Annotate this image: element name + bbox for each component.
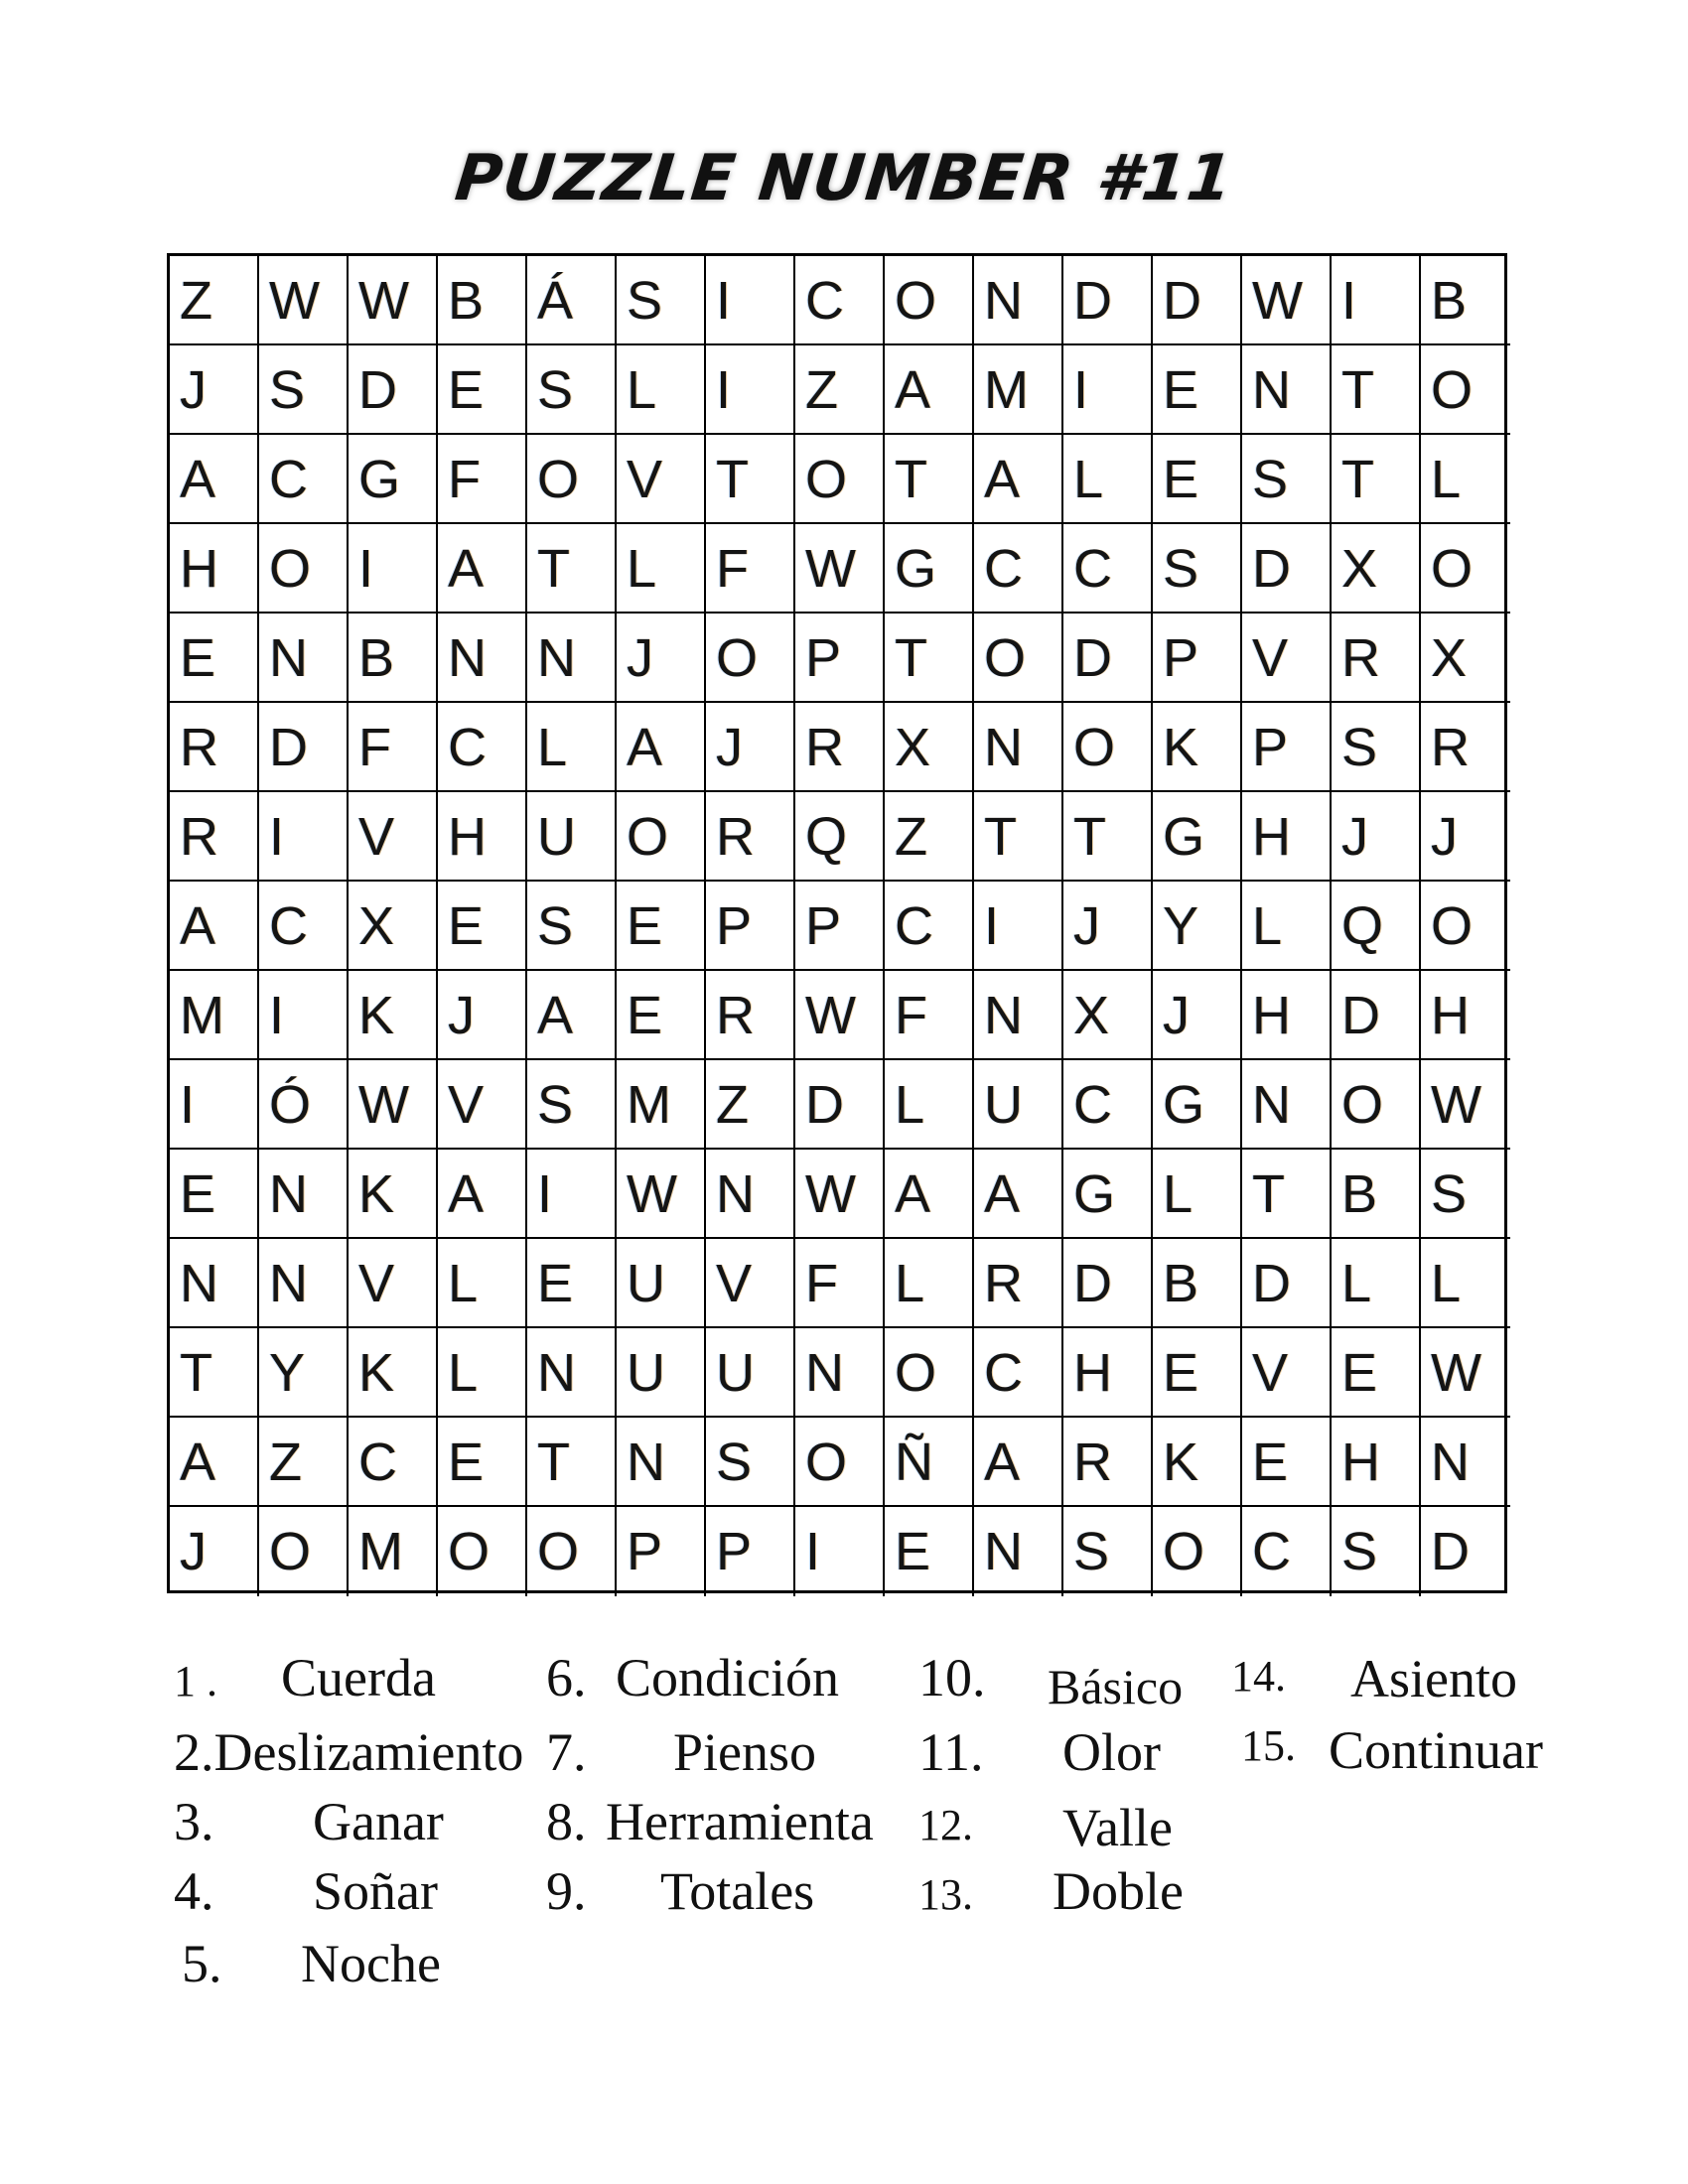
word-text: Olor	[1062, 1722, 1161, 1782]
grid-cell: R	[1332, 614, 1421, 703]
grid-cell: X	[1421, 614, 1510, 703]
grid-cell: T	[885, 435, 974, 524]
grid-cell: D	[349, 345, 438, 435]
grid-cell: W	[617, 1150, 706, 1239]
grid-cell: C	[1063, 524, 1153, 614]
grid-cell: S	[1332, 703, 1421, 792]
grid-cell: A	[170, 435, 259, 524]
grid-cell: L	[1421, 435, 1510, 524]
grid-cell: I	[974, 882, 1063, 971]
grid-cell: N	[974, 703, 1063, 792]
grid-cell: N	[1242, 1060, 1332, 1150]
word-number: 13.	[918, 1870, 973, 1919]
grid-cell: Z	[795, 345, 885, 435]
grid-cell: U	[706, 1328, 795, 1418]
grid-cell: P	[795, 882, 885, 971]
grid-cell: C	[259, 435, 349, 524]
grid-cell: V	[349, 1239, 438, 1328]
grid-cell: R	[706, 971, 795, 1060]
grid-cell: I	[259, 971, 349, 1060]
grid-cell: L	[1332, 1239, 1421, 1328]
word-list-item	[182, 1934, 441, 1993]
grid-cell: W	[1421, 1328, 1510, 1418]
grid-cell: N	[795, 1328, 885, 1418]
grid-cell: I	[527, 1150, 617, 1239]
grid-cell: S	[1153, 524, 1242, 614]
word-text: Herramienta	[606, 1792, 874, 1851]
word-text: Deslizamiento	[213, 1722, 524, 1782]
grid-cell: N	[259, 614, 349, 703]
grid-cell: O	[1421, 345, 1510, 435]
grid-cell: F	[795, 1239, 885, 1328]
grid-cell: W	[1421, 1060, 1510, 1150]
word-list-item	[546, 1861, 814, 1921]
word-number: 3.	[174, 1792, 214, 1851]
grid-cell: W	[795, 524, 885, 614]
word-text: Soñar	[313, 1861, 438, 1921]
grid-cell: N	[259, 1150, 349, 1239]
grid-cell: V	[1242, 1328, 1332, 1418]
grid-cell: A	[885, 345, 974, 435]
grid-cell: V	[1242, 614, 1332, 703]
grid-cell: E	[527, 1239, 617, 1328]
grid-cell: B	[438, 256, 527, 345]
grid-cell: X	[885, 703, 974, 792]
grid-cell: M	[349, 1507, 438, 1596]
grid-cell: S	[617, 256, 706, 345]
grid-cell: A	[617, 703, 706, 792]
word-number: 1 .	[174, 1657, 217, 1706]
word-number: 8.	[546, 1792, 587, 1851]
grid-cell: I	[1063, 345, 1153, 435]
grid-cell: S	[527, 345, 617, 435]
grid-cell: P	[706, 1507, 795, 1596]
grid-cell: P	[706, 882, 795, 971]
grid-cell: R	[170, 703, 259, 792]
grid-cell: D	[1431, 1522, 1470, 1581]
grid-cell: X	[1332, 524, 1421, 614]
grid-cell: O	[795, 435, 885, 524]
grid-cell: T	[706, 435, 795, 524]
grid-cell: J	[1332, 792, 1421, 882]
word-number: 2.	[174, 1722, 214, 1782]
word-number: 14.	[1231, 1652, 1286, 1701]
grid-cell: D	[1332, 971, 1421, 1060]
grid-cell: I	[1332, 256, 1421, 345]
grid-cell: D	[1242, 1239, 1332, 1328]
grid-cell: H	[1332, 1418, 1421, 1507]
grid-cell: Q	[1332, 882, 1421, 971]
grid-cell: G	[885, 524, 974, 614]
grid-cell: O	[974, 614, 1063, 703]
grid-cell: X	[1063, 971, 1153, 1060]
word-text: Pienso	[673, 1722, 817, 1782]
grid-cell: I	[170, 1060, 259, 1150]
grid-cell: Z	[259, 1418, 349, 1507]
grid-cell: S	[706, 1418, 795, 1507]
grid-cell: L	[885, 1239, 974, 1328]
word-list-item	[174, 1648, 436, 1711]
word-list-item	[546, 1648, 839, 1707]
grid-cell: A	[974, 1418, 1063, 1507]
grid-cell: V	[349, 792, 438, 882]
grid-cell: G	[1063, 1150, 1153, 1239]
grid-cell: V	[617, 435, 706, 524]
grid-cell: O	[795, 1418, 885, 1507]
grid-cell: M	[170, 971, 259, 1060]
grid-cell: O	[1332, 1060, 1421, 1150]
grid-cell: K	[349, 1150, 438, 1239]
grid-cell: I	[349, 524, 438, 614]
grid-cell: L	[438, 1328, 527, 1418]
grid-cell: Z	[170, 256, 259, 345]
word-text: Ganar	[313, 1792, 444, 1851]
grid-cell: K	[349, 971, 438, 1060]
grid-cell: J	[1153, 971, 1242, 1060]
grid-cell: E	[1332, 1328, 1421, 1418]
grid-cell: I	[706, 256, 795, 345]
grid-cell: N	[259, 1239, 349, 1328]
word-search-grid	[167, 253, 1507, 1593]
grid-cell: C	[795, 256, 885, 345]
word-list-item	[174, 1722, 523, 1782]
grid-cell: K	[1153, 1418, 1242, 1507]
grid-cell: W	[1242, 256, 1332, 345]
grid-cell: H	[438, 792, 527, 882]
grid-cell: P	[617, 1507, 706, 1596]
grid-cell: X	[349, 882, 438, 971]
grid-cell: T	[1332, 435, 1421, 524]
grid-cell: N	[706, 1150, 795, 1239]
grid-cell: W	[349, 256, 438, 345]
grid-cell: O	[706, 614, 795, 703]
grid-cell: F	[706, 524, 795, 614]
puzzle-title: PUZZLE NUMBER #11	[451, 142, 1237, 215]
grid-cell: C	[974, 1328, 1063, 1418]
grid-cell: A	[885, 1150, 974, 1239]
grid-cell: T	[527, 524, 617, 614]
word-list-item	[174, 1861, 438, 1921]
grid-cell: N	[1421, 1418, 1510, 1507]
grid-cell: C	[1063, 1060, 1153, 1150]
grid-cell: R	[706, 792, 795, 882]
grid-cell: O	[527, 1507, 617, 1596]
grid-cell: C	[885, 882, 974, 971]
word-number: 4.	[174, 1861, 214, 1921]
grid-cell: N	[1242, 345, 1332, 435]
grid-cell: H	[1421, 971, 1510, 1060]
grid-cell: A	[170, 1418, 259, 1507]
word-text: Valle	[1062, 1798, 1173, 1857]
grid-cell: B	[1421, 256, 1510, 345]
grid-cell: U	[527, 792, 617, 882]
grid-cell: L	[617, 524, 706, 614]
grid-cell: J	[1063, 882, 1153, 971]
grid-cell: L	[1242, 882, 1332, 971]
word-text: Básico	[1048, 1659, 1184, 1714]
word-text: Cuerda	[281, 1648, 436, 1707]
grid-cell: S	[1063, 1507, 1153, 1596]
grid-cell: L	[885, 1060, 974, 1150]
grid-cell: D	[1063, 256, 1153, 345]
grid-cell: V	[706, 1239, 795, 1328]
grid-cell: D	[795, 1060, 885, 1150]
grid-cell: G	[349, 435, 438, 524]
grid-cell: W	[259, 256, 349, 345]
grid-cell: O	[1421, 882, 1510, 971]
word-number: 7.	[546, 1722, 587, 1782]
grid-cell: A	[170, 882, 259, 971]
grid-cell: T	[974, 792, 1063, 882]
grid-cell: D	[1153, 256, 1242, 345]
grid-cell: S	[527, 1060, 617, 1150]
grid-cell: N	[527, 1328, 617, 1418]
word-number: 15.	[1241, 1721, 1296, 1770]
word-number: 6.	[546, 1648, 587, 1707]
word-number: 5.	[182, 1934, 222, 1993]
grid-cell: D	[1063, 614, 1153, 703]
grid-cell: H	[170, 524, 259, 614]
grid-cell: B	[349, 614, 438, 703]
grid-cell: O	[1153, 1507, 1242, 1596]
grid-cell: T	[1242, 1150, 1332, 1239]
grid-cell: H	[1242, 971, 1332, 1060]
grid-cell: E	[1153, 1328, 1242, 1418]
grid-cell: Ñ	[885, 1418, 974, 1507]
grid-cell: P	[1153, 614, 1242, 703]
grid-cell: C	[974, 524, 1063, 614]
grid-cell: M	[974, 345, 1063, 435]
grid-cell: T	[885, 614, 974, 703]
word-list-item	[918, 1792, 1173, 1855]
grid-cell: O	[1421, 524, 1510, 614]
word-list-item	[918, 1722, 1161, 1782]
grid-cell: E	[1153, 435, 1242, 524]
grid-cell: J	[170, 1507, 259, 1596]
grid-cell: E	[1242, 1418, 1332, 1507]
grid-cell: C	[259, 882, 349, 971]
grid-cell: T	[1063, 792, 1153, 882]
grid-cell: J	[706, 703, 795, 792]
word-list-item	[174, 1792, 444, 1851]
grid-cell: O	[527, 435, 617, 524]
grid-cell: L	[617, 345, 706, 435]
grid-cell: Z	[706, 1060, 795, 1150]
grid-cell: J	[438, 971, 527, 1060]
grid-cell: B	[1332, 1150, 1421, 1239]
grid-cell: E	[438, 882, 527, 971]
grid-cell: I	[259, 792, 349, 882]
grid-cell: S	[1421, 1150, 1510, 1239]
grid-cell: Á	[527, 256, 617, 345]
word-number: 11.	[918, 1722, 984, 1782]
word-list-item	[546, 1792, 874, 1851]
grid-cell: G	[1153, 1060, 1242, 1150]
word-list-item	[918, 1861, 1184, 1925]
word-text: Asiento	[1350, 1649, 1517, 1708]
grid-cell: N	[974, 256, 1063, 345]
grid-cell: S	[1332, 1507, 1421, 1596]
grid-cell: Z	[885, 792, 974, 882]
grid-cell: P	[795, 614, 885, 703]
grid-cell: A	[438, 1150, 527, 1239]
grid-cell: C	[1242, 1507, 1332, 1596]
grid-cell: E	[617, 971, 706, 1060]
grid-cell: S	[1242, 435, 1332, 524]
grid-cell: H	[1242, 792, 1332, 882]
grid-cell: A	[527, 971, 617, 1060]
grid-cell: J	[1421, 792, 1510, 882]
grid-cell: O	[438, 1507, 527, 1596]
grid-cell: C	[438, 703, 527, 792]
grid-cell: T	[1332, 345, 1421, 435]
grid-cell: T	[527, 1418, 617, 1507]
word-list-item	[918, 1648, 1184, 1714]
grid-cell: N	[974, 971, 1063, 1060]
grid-cell: R	[974, 1239, 1063, 1328]
word-number: 10.	[918, 1648, 986, 1707]
grid-cell: R	[795, 703, 885, 792]
word-text: Totales	[660, 1861, 815, 1921]
grid-cell: Y	[259, 1328, 349, 1418]
grid-cell: U	[617, 1328, 706, 1418]
grid-cell: M	[617, 1060, 706, 1150]
grid-cell: A	[438, 524, 527, 614]
grid-cell: R	[170, 792, 259, 882]
grid-cell: N	[617, 1418, 706, 1507]
grid-cell: K	[349, 1328, 438, 1418]
grid-cell: E	[438, 1418, 527, 1507]
grid-cell: B	[1153, 1239, 1242, 1328]
word-text: Doble	[1053, 1861, 1184, 1921]
grid-cell: A	[974, 1150, 1063, 1239]
grid-cell: Y	[1153, 882, 1242, 971]
grid-cell: O	[617, 792, 706, 882]
word-text: Condición	[616, 1648, 839, 1707]
grid-cell: U	[617, 1239, 706, 1328]
grid-cell: N	[974, 1507, 1063, 1596]
grid-cell: W	[795, 971, 885, 1060]
grid-cell: S	[527, 882, 617, 971]
grid-cell: L	[1063, 435, 1153, 524]
grid-cell: O	[885, 256, 974, 345]
grid-cell: D	[1063, 1239, 1153, 1328]
grid-cell: U	[974, 1060, 1063, 1150]
grid-cell: N	[438, 614, 527, 703]
grid-cell: G	[1153, 792, 1242, 882]
grid-cell: O	[259, 524, 349, 614]
word-list-item	[1231, 1643, 1517, 1706]
grid-cell: Ó	[259, 1060, 349, 1150]
grid-cell: E	[617, 882, 706, 971]
grid-cell: W	[349, 1060, 438, 1150]
grid-cell: I	[706, 345, 795, 435]
grid-cell: L	[438, 1239, 527, 1328]
grid-cell: R	[1063, 1418, 1153, 1507]
grid-cell: T	[170, 1328, 259, 1418]
grid-cell: K	[1153, 703, 1242, 792]
word-number: 12.	[918, 1801, 973, 1849]
grid-cell: F	[349, 703, 438, 792]
grid-cell: D	[259, 703, 349, 792]
grid-cell: D	[1242, 524, 1332, 614]
grid-cell: N	[170, 1239, 259, 1328]
word-text: Continuar	[1329, 1720, 1543, 1780]
grid-cell: S	[259, 345, 349, 435]
grid-cell: E	[170, 1150, 259, 1239]
grid-cell: E	[170, 614, 259, 703]
grid-cell: F	[438, 435, 527, 524]
word-list-item	[546, 1722, 816, 1782]
grid-cell: J	[170, 345, 259, 435]
grid-cell: C	[349, 1418, 438, 1507]
grid-cell: O	[1063, 703, 1153, 792]
grid-cell: L	[527, 703, 617, 792]
grid-cell: A	[974, 435, 1063, 524]
grid-cell: H	[1063, 1328, 1153, 1418]
word-number: 9.	[546, 1861, 587, 1921]
grid-cell: L	[1153, 1150, 1242, 1239]
grid-cell: E	[438, 345, 527, 435]
grid-cell: E	[885, 1507, 974, 1596]
grid-cell: V	[438, 1060, 527, 1150]
grid-cell: E	[1153, 345, 1242, 435]
grid-cell: N	[527, 614, 617, 703]
grid-cell: W	[795, 1150, 885, 1239]
word-text: Noche	[301, 1934, 441, 1993]
grid-cell: Q	[795, 792, 885, 882]
grid-cell: J	[617, 614, 706, 703]
grid-cell: L	[1421, 1239, 1510, 1328]
grid-cell: O	[259, 1507, 349, 1596]
word-list-item	[1241, 1712, 1543, 1780]
grid-cell: I	[795, 1507, 885, 1596]
grid-cell: O	[885, 1328, 974, 1418]
grid-cell: R	[1421, 703, 1510, 792]
grid-cell: F	[885, 971, 974, 1060]
grid-cell: P	[1242, 703, 1332, 792]
